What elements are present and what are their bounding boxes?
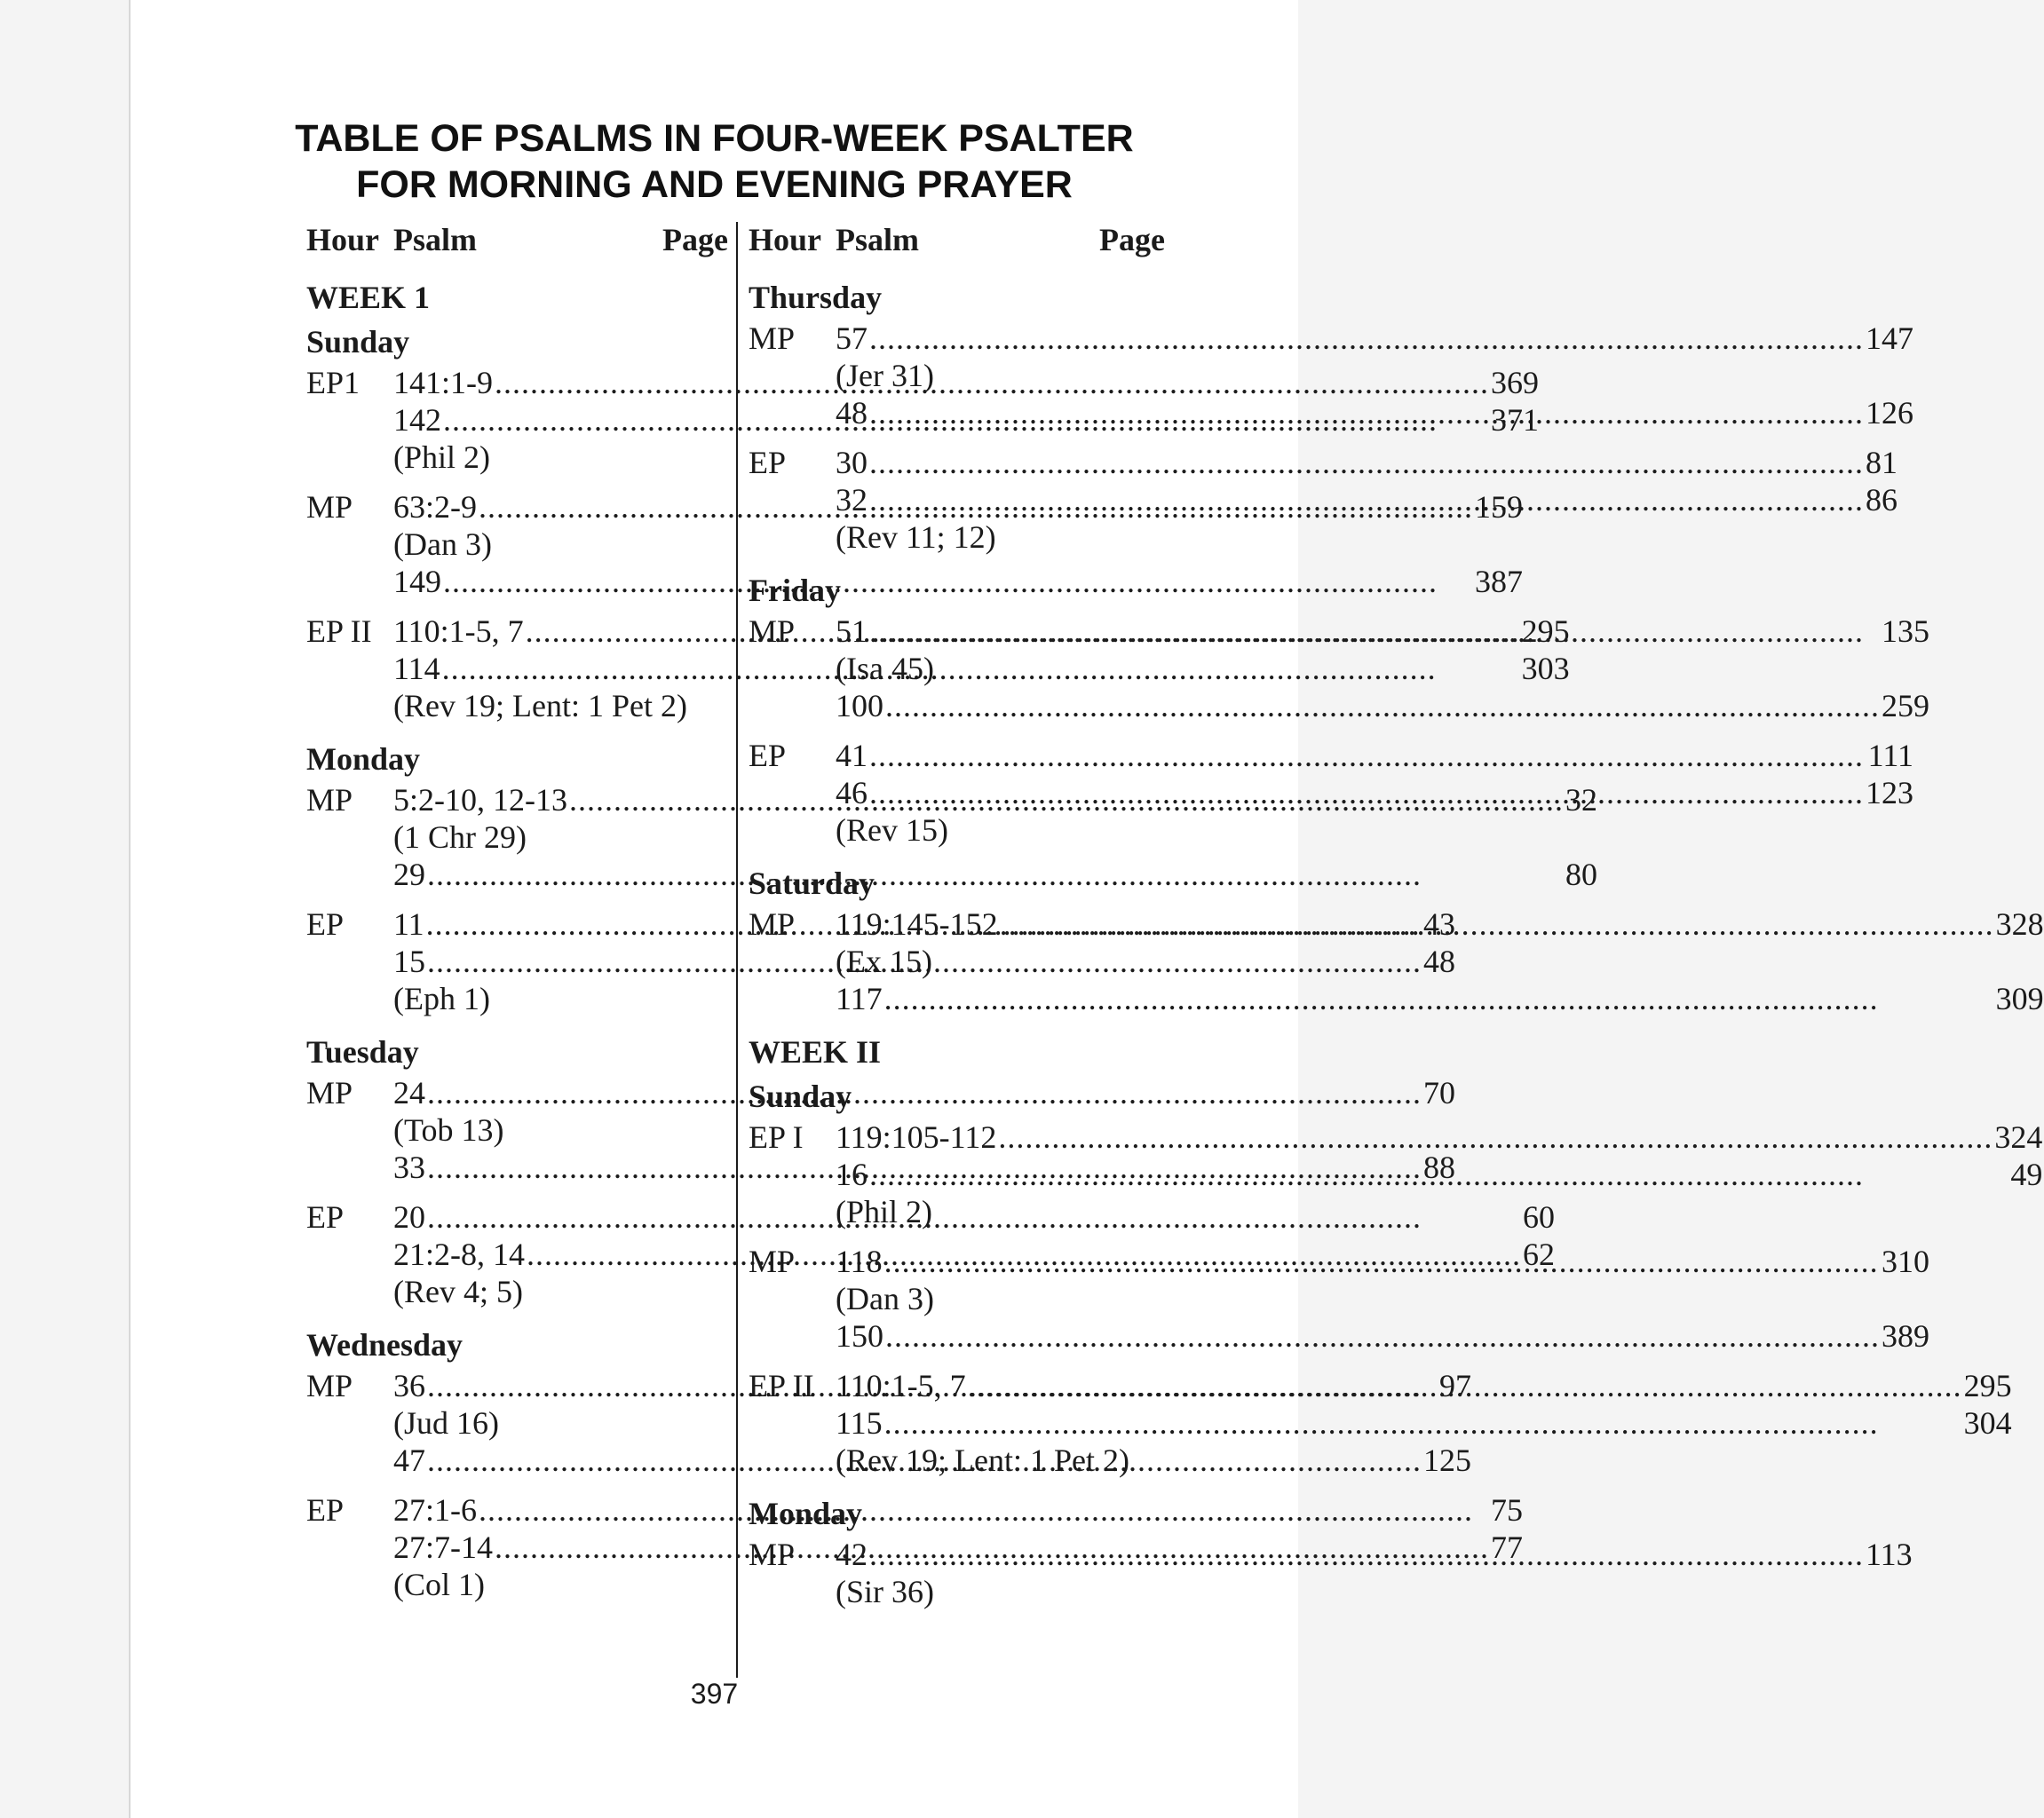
page-title-line-2: FOR MORNING AND EVENING PRAYER: [356, 163, 1073, 206]
canticle-note: (1 Chr 29): [393, 819, 527, 855]
psalm-number: 33: [393, 1150, 425, 1185]
page-ref: 387: [1475, 564, 1523, 599]
psalm-entry: [836, 1536, 1913, 1573]
header-psalm: Psalm: [836, 222, 919, 257]
psalm-number: 30: [836, 445, 868, 480]
hour-label: EP I: [749, 1119, 804, 1155]
spacer: [306, 1017, 728, 1030]
canticle-note: (Phil 2): [393, 439, 491, 475]
page-ref: 389: [1882, 1318, 1929, 1354]
dot-leader: [884, 1243, 1880, 1280]
psalm-entry: [836, 1118, 2042, 1156]
psalm-number: 47: [393, 1443, 425, 1478]
page-ref: 80: [1565, 857, 1597, 892]
dot-leader: [869, 1156, 2008, 1193]
page-ref: 126: [1866, 395, 1913, 431]
psalm-number: 15: [393, 944, 425, 979]
page-ref: 97: [1439, 1368, 1471, 1403]
canticle-note: (Rev 19; Lent: 1 Pet 2): [393, 688, 687, 723]
hour-label: MP: [749, 613, 796, 649]
psalm-number: 21:2-8, 14: [393, 1237, 525, 1272]
spacer: [306, 600, 728, 613]
psalm-number: 110:1-5, 7: [836, 1368, 966, 1403]
canticle-note: (Sir 36): [836, 1574, 934, 1609]
spacer: [306, 476, 728, 488]
day-heading: Wednesday: [306, 1327, 463, 1363]
hour-label: MP: [749, 1244, 796, 1279]
day-heading: Saturday: [749, 866, 875, 901]
dot-leader: [869, 394, 1864, 431]
hour-label: EP II: [306, 613, 372, 649]
book-page: [129, 0, 2044, 1818]
hour-label: EP: [306, 1492, 345, 1528]
page-ref: 125: [1423, 1443, 1471, 1478]
spacer: [749, 1479, 1165, 1491]
page-ref: 309: [1995, 981, 2044, 1016]
spacer: [749, 724, 1165, 737]
spacer: [306, 724, 728, 737]
dot-leader: [869, 1536, 1864, 1573]
psalm-entry: [836, 980, 2044, 1017]
canticle-note: (Jud 16): [393, 1405, 499, 1441]
page-ref: 135: [1882, 613, 1929, 649]
canticle-note: (Phil 2): [836, 1194, 933, 1229]
psalm-number: 16: [836, 1157, 868, 1192]
psalm-entry: [836, 481, 1897, 518]
hour-label: EP: [749, 445, 787, 480]
hour-label: MP: [749, 906, 796, 942]
spacer: [749, 849, 1165, 861]
canticle-note: (Col 1): [393, 1567, 485, 1602]
psalm-number: 42: [836, 1537, 868, 1572]
psalm-number: 29: [393, 857, 425, 892]
spacer: [749, 1230, 1165, 1243]
page-ref: 371: [1491, 402, 1539, 438]
page-title-line-1: TABLE OF PSALMS IN FOUR-WEEK PSALTER: [295, 117, 1134, 160]
dot-leader: [885, 687, 1880, 724]
page-ref: 303: [1521, 651, 1570, 686]
psalm-number: 24: [393, 1075, 425, 1111]
canticle-note: (Ex 15): [836, 944, 932, 979]
page-ref: 304: [1963, 1405, 2012, 1441]
psalm-entry: [836, 774, 1913, 811]
psalm-number: 63:2-9: [393, 489, 477, 525]
page-number: 397: [690, 1678, 739, 1710]
psalm-entry: [836, 320, 1913, 357]
hour-label: MP: [306, 1075, 353, 1111]
page-ref: 88: [1423, 1150, 1455, 1185]
dot-leader: [998, 1118, 1993, 1156]
dot-leader: [869, 613, 1880, 650]
psalm-number: 36: [393, 1368, 425, 1403]
week-heading: WEEK II: [749, 1034, 882, 1070]
hour-label: EP1: [306, 365, 360, 400]
psalm-number: 27:1-6: [393, 1492, 477, 1528]
psalm-number: 118: [836, 1244, 883, 1279]
psalm-number: 41: [836, 738, 868, 773]
psalm-number: 119:145-152: [836, 906, 998, 942]
psalm-number: 141:1-9: [393, 365, 493, 400]
canticle-note: (Tob 13): [393, 1112, 504, 1148]
dot-leader: [869, 444, 1864, 481]
psalm-number: 48: [836, 395, 868, 431]
spacer: [749, 556, 1165, 568]
page-ref: 147: [1866, 320, 1913, 356]
page-ref: 259: [1882, 688, 1929, 723]
hour-label: MP: [749, 320, 796, 356]
page-ref: 159: [1475, 489, 1523, 525]
psalm-number: 149: [393, 564, 441, 599]
page-ref: 113: [1866, 1537, 1913, 1572]
dot-leader: [869, 774, 1864, 811]
page-ref: 295: [1521, 613, 1570, 649]
psalm-entry: [836, 687, 1929, 724]
page-ref: 111: [1867, 738, 1913, 773]
spacer: [749, 1610, 1165, 1623]
psalm-number: 150: [836, 1318, 883, 1354]
column-header: [749, 217, 1165, 262]
hour-label: EP: [749, 738, 787, 773]
psalm-lines: [836, 1118, 2042, 1230]
canticle-note: (Rev 19; Lent: 1 Pet 2): [836, 1443, 1129, 1478]
day-heading: Sunday: [749, 1079, 852, 1114]
hour-label: EP: [306, 1199, 345, 1235]
psalm-entry: [836, 444, 1897, 481]
page-ref: 32: [1565, 782, 1597, 818]
psalm-entry: [836, 1404, 2012, 1442]
psalm-entry: [836, 1317, 1929, 1355]
day-heading: Monday: [749, 1496, 863, 1531]
canticle-note: (Dan 3): [836, 1281, 934, 1316]
psalm-number: 115: [836, 1405, 883, 1441]
spacer: [749, 1355, 1165, 1367]
psalm-entry: [836, 394, 1913, 431]
hour-label: EP: [306, 906, 345, 942]
dot-leader: [869, 481, 1864, 518]
canticle-note: (Rev 11; 12): [836, 519, 996, 555]
header-hour: Hour: [749, 222, 822, 257]
page-ref: 62: [1523, 1237, 1555, 1272]
canticle-note: (Rev 4; 5): [393, 1274, 523, 1309]
dot-leader: [1000, 905, 1994, 943]
psalm-entry: [836, 905, 2044, 943]
day-heading: Sunday: [306, 324, 410, 360]
page-ref: 328: [1995, 906, 2044, 942]
psalm-number: 117: [836, 981, 883, 1016]
page-ref: 369: [1491, 365, 1539, 400]
page-ref: 295: [1963, 1368, 2012, 1403]
header-page: Page: [1099, 222, 1165, 257]
day-heading: Friday: [749, 573, 841, 608]
page-ref: 70: [1423, 1075, 1455, 1111]
spacer: [749, 431, 1165, 444]
psalm-lines: [836, 320, 1913, 431]
psalm-entry: [836, 1156, 2042, 1193]
header-psalm: Psalm: [393, 222, 477, 257]
day-heading: Thursday: [749, 280, 883, 315]
day-heading: Monday: [306, 741, 421, 777]
column-header: [306, 217, 728, 262]
canticle-note: (Jer 31): [836, 358, 934, 393]
psalm-number: 11: [393, 906, 424, 942]
hour-label: MP: [306, 489, 353, 525]
psalm-number: 32: [836, 482, 868, 518]
week-heading: WEEK 1: [306, 280, 431, 315]
psalm-lines: [836, 1243, 1929, 1355]
canticle-note: (Eph 1): [393, 981, 490, 1016]
hour-label: MP: [306, 1368, 353, 1403]
spacer: [306, 1310, 728, 1323]
psalm-number: 100: [836, 688, 883, 723]
page-ref: 48: [1423, 944, 1455, 979]
page-ref: 310: [1882, 1244, 1929, 1279]
psalm-number: 5:2-10, 12-13: [393, 782, 567, 818]
canticle-note: (Dan 3): [393, 526, 492, 562]
psalm-number: 46: [836, 775, 868, 810]
hour-label: MP: [749, 1537, 796, 1572]
psalm-lines: [836, 905, 2044, 1017]
dot-leader: [869, 737, 1866, 774]
psalm-number: 114: [393, 651, 440, 686]
psalm-number: 51: [836, 613, 868, 649]
header-hour: Hour: [306, 222, 380, 257]
page-ref: 77: [1491, 1529, 1523, 1565]
dot-leader: [884, 1404, 1962, 1442]
psalm-entry: [836, 1367, 2012, 1404]
page-ref: 123: [1866, 775, 1913, 810]
page-ref: 324: [1994, 1119, 2043, 1155]
psalm-lines: [836, 1536, 1913, 1610]
canticle-note: (Rev 15): [836, 812, 948, 848]
header-page: Page: [662, 222, 728, 257]
psalm-number: 119:105-112: [836, 1119, 997, 1155]
psalm-entry: [836, 613, 1929, 650]
dot-leader: [885, 1317, 1880, 1355]
spacer: [749, 1017, 1165, 1030]
psalm-lines: [836, 613, 1929, 724]
canticle-note: (Isa 45): [836, 651, 934, 686]
psalm-entry: [836, 737, 1913, 774]
page-ref: 49: [2010, 1157, 2043, 1192]
day-heading: Tuesday: [306, 1034, 419, 1070]
psalm-number: 57: [836, 320, 868, 356]
psalm-number: 27:7-14: [393, 1529, 493, 1565]
page-ref: 43: [1423, 906, 1455, 942]
psalm-entry: [836, 1243, 1929, 1280]
hour-label: MP: [306, 782, 353, 818]
psalm-number: 110:1-5, 7: [393, 613, 524, 649]
page-ref: 86: [1866, 482, 1897, 518]
hour-label: EP II: [749, 1368, 814, 1403]
dot-leader: [968, 1367, 1962, 1404]
psalm-number: 142: [393, 402, 441, 438]
spacer: [306, 1186, 728, 1198]
psalm-lines: [836, 1367, 2012, 1479]
spacer: [306, 1479, 728, 1491]
dot-leader: [884, 980, 1994, 1017]
dot-leader: [869, 320, 1864, 357]
page-ref: 81: [1866, 445, 1897, 480]
spacer: [306, 1603, 728, 1616]
psalm-lines: [836, 737, 1913, 849]
page-ref: 60: [1523, 1199, 1555, 1235]
column-divider: [736, 222, 738, 1678]
page-ref: 75: [1491, 1492, 1523, 1528]
psalm-lines: [836, 444, 1897, 556]
psalm-number: 20: [393, 1199, 425, 1235]
spacer: [306, 893, 728, 905]
